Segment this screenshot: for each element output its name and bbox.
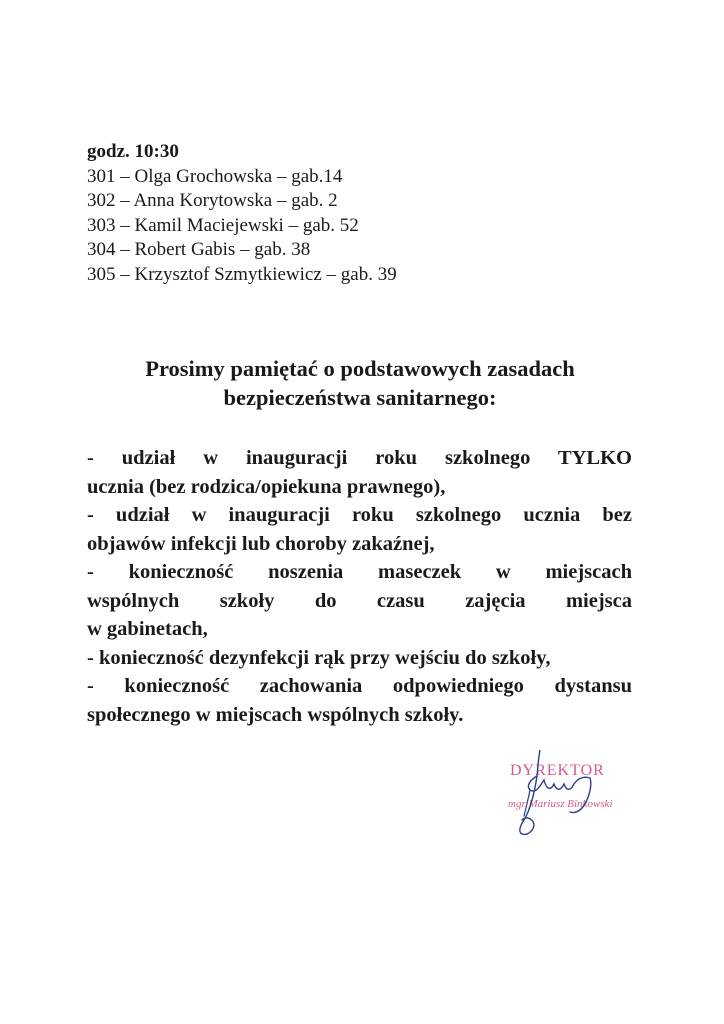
stamp-title: DYREKTOR (510, 762, 605, 779)
rule-line: - konieczność dezynfekcji rąk przy wejściu do szkoły, (87, 646, 551, 669)
rule-line: objawów infekcji lub choroby zakaźnej, (87, 532, 435, 555)
director-stamp (500, 750, 650, 860)
notice-heading-line: bezpieczeństwa sanitarnego: (223, 385, 497, 410)
rule-item (87, 672, 632, 729)
schedule-entry: 304 – Robert Gabis – gab. 38 (87, 239, 311, 260)
notice-heading-line: Prosimy pamiętać o podstawowych zasadach (145, 356, 575, 381)
rule-line: - konieczność noszenia maseczek w miejscach (87, 561, 632, 583)
handwritten-signature (500, 750, 650, 860)
notice-heading (60, 354, 660, 412)
exam-schedule (87, 140, 397, 287)
rule-line: w gabinetach, (87, 618, 208, 640)
rule-line: - udział w inauguracji roku szkolnego ucznia bez (87, 504, 632, 526)
safety-rules-list (87, 444, 632, 729)
rule-item (87, 558, 632, 644)
rule-line: - konieczność zachowania odpowiedniego dystansu (87, 675, 632, 697)
schedule-entry: 301 – Olga Grochowska – gab.14 (87, 165, 343, 187)
schedule-time: godz. 10:30 (87, 141, 179, 162)
rule-line: wspólnych szkoły do czasu zajęcia miejsca (87, 589, 632, 612)
rule-item (87, 444, 632, 501)
rule-line: - udział w inauguracji roku szkolnego TYLKO (87, 447, 632, 469)
stamp-name: mgr Mariusz Binkowski (508, 798, 613, 810)
schedule-entry: 305 – Krzysztof Szmytkiewicz – gab. 39 (87, 263, 397, 285)
schedule-entry: 302 – Anna Korytowska – gab. 2 (87, 190, 338, 211)
schedule-entry: 303 – Kamil Maciejewski – gab. 52 (87, 214, 359, 236)
rule-item (87, 644, 632, 673)
rule-item (87, 501, 632, 558)
rule-line: społecznego w miejscach wspólnych szkoły. (87, 703, 464, 726)
rule-line: ucznia (bez rodzica/opiekuna prawnego), (87, 475, 446, 498)
